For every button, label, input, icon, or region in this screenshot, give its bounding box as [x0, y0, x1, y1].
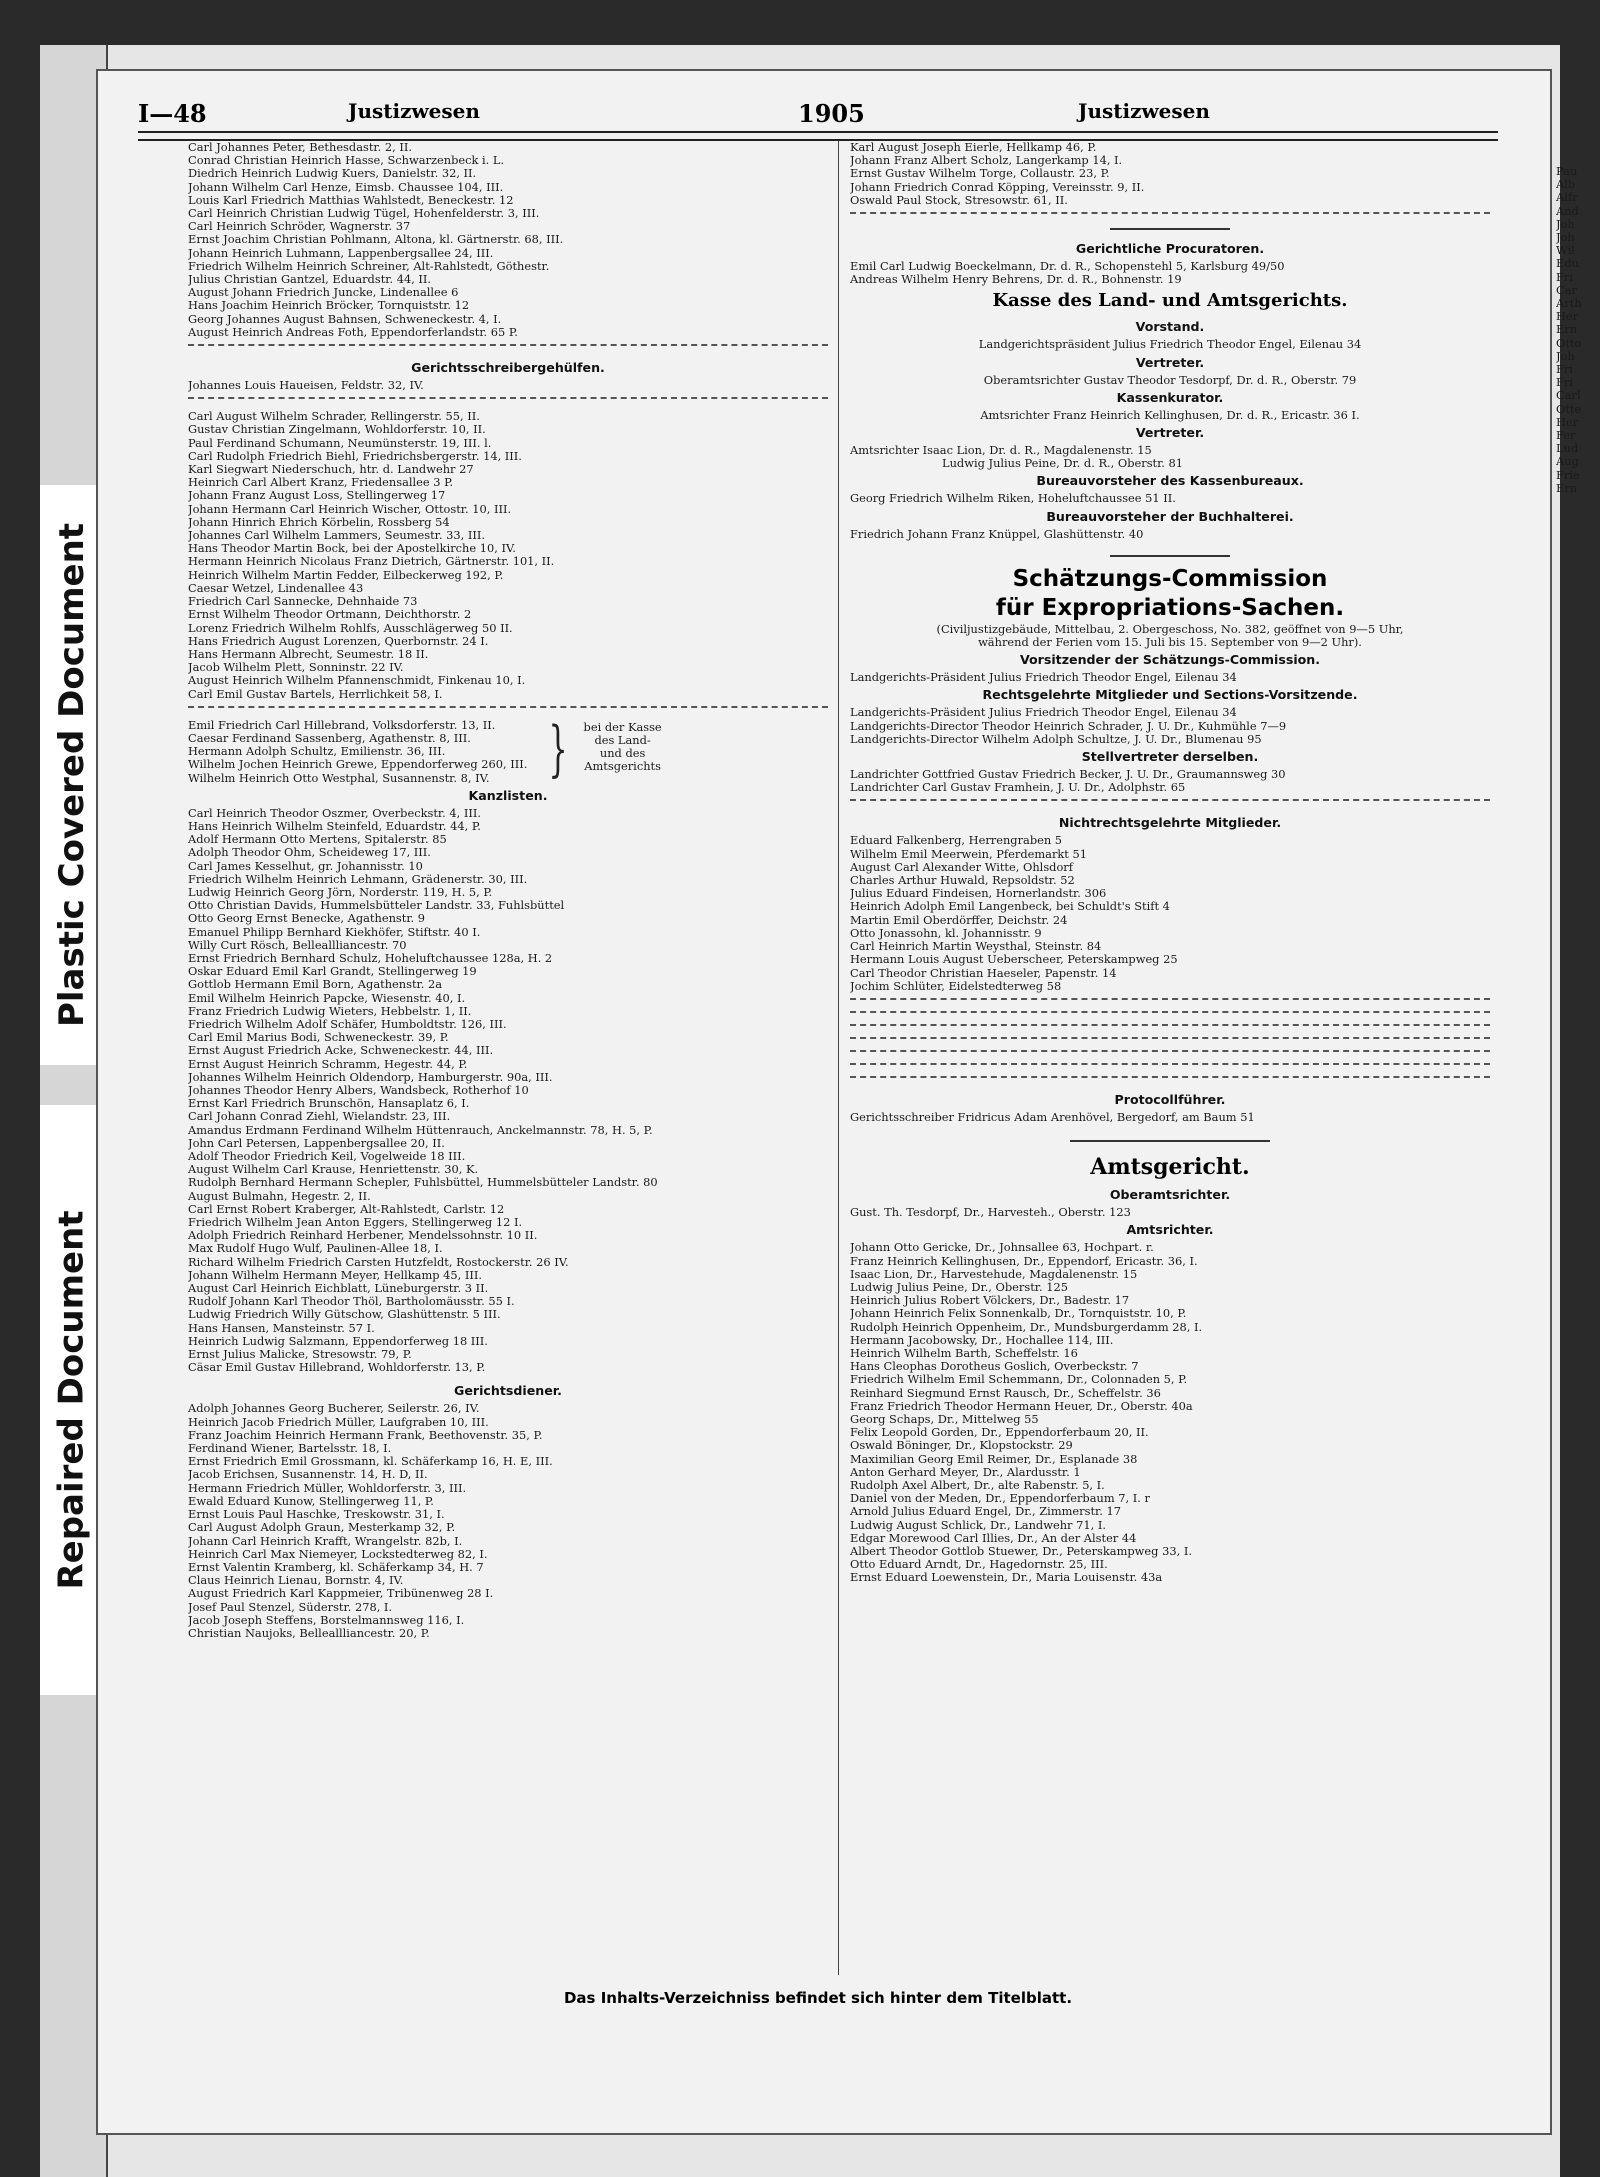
- list-item: Landgerichts-Director Wilhelm Adolph Schultze, J. U. Dr., Blumenau 95: [850, 731, 1262, 746]
- note: während der Ferien vom 15. Juli bis 15. September von 9—2 Uhr).: [978, 635, 1362, 650]
- list-item: Otto Jonassohn, kl. Johannisstr. 9: [850, 925, 1042, 940]
- list-item: Max Rudolf Hugo Wulf, Paulinen-Allee 18, I.: [188, 1241, 443, 1256]
- list-item: Amtsrichter Isaac Lion, Dr. d. R., Magdalenenstr. 15: [850, 443, 1152, 458]
- year: 1905: [798, 99, 865, 128]
- list-item: Lud: [1556, 441, 1579, 456]
- list-item: Ernst Eduard Loewenstein, Dr., Maria Louisenstr. 43a: [850, 1570, 1163, 1585]
- section-heading: Gerichtsschreibergehülfen.: [411, 360, 605, 376]
- list-item: Heinrich Wilhelm Barth, Scheffelstr. 16: [850, 1345, 1078, 1360]
- page-header: [138, 95, 1498, 128]
- note: (Civiljustizgebäude, Mittelbau, 2. Obergeschoss, No. 382, geöffnet von 9—5 Uhr,: [936, 621, 1404, 636]
- list-item: Ernst Karl Friedrich Brunschön, Hansaplatz 6, I.: [188, 1096, 470, 1111]
- list-item: Edu: [1556, 256, 1579, 271]
- dashed-divider: [850, 799, 1490, 807]
- list-item: Jochim Schlüter, Eidelstedterweg 58: [850, 978, 1062, 993]
- list-item: des Land-: [594, 732, 651, 747]
- list-item: Josef Paul Stenzel, Süderstr. 278, I.: [188, 1599, 393, 1614]
- short-rule: [1110, 555, 1230, 557]
- list-item: Carl: [1556, 388, 1581, 403]
- dashed-divider: [188, 706, 828, 714]
- list-item: Landgerichts-Präsident Julius Friedrich Theodor Engel, Eilenau 34: [850, 670, 1237, 685]
- list-item: Ludwig Heinrich Georg Jörn, Norderstr. 119, H. 5, P.: [188, 884, 493, 899]
- subsection-heading: Protocollführer.: [1114, 1091, 1226, 1107]
- subsection-heading: Bureauvorsteher der Buchhalterei.: [1046, 508, 1294, 524]
- list-item: Friedrich Carl Sannecke, Dehnhaide 73: [188, 594, 418, 609]
- adjacent-page-fragment: [1556, 165, 1596, 1605]
- list-item: Adolph Friedrich Reinhard Herbener, Mendelssohnstr. 10 II.: [188, 1228, 538, 1243]
- list-item: Fri: [1556, 362, 1573, 377]
- subsection-heading: Oberamtsrichter.: [1109, 1187, 1231, 1203]
- list-item: Joh: [1556, 216, 1575, 231]
- list-item: Jacob Erichsen, Susannenstr. 14, H. D, II.: [188, 1467, 428, 1482]
- procurators-list: [850, 260, 1490, 286]
- list-item: Franz Friedrich Theodor Hermann Heuer, Dr., Oberstr. 40a: [850, 1398, 1193, 1413]
- list-item: Georg Johannes August Bahnsen, Schweneckestr. 4, I.: [188, 311, 502, 326]
- list-item: Gerichtsschreiber Fridricus Adam Arenhövel, Bergedorf, am Baum 51: [850, 1109, 1255, 1124]
- list-item: Richard Wilhelm Friedrich Carsten Hutzfeldt, Rostockerstr. 26 IV.: [188, 1254, 569, 1269]
- list-item: Johannes Wilhelm Heinrich Oldendorp, Hamburgerstr. 90a, III.: [188, 1069, 553, 1084]
- list-item: Martin Emil Oberdörffer, Deichstr. 24: [850, 912, 1068, 927]
- list-item: And: [1556, 203, 1579, 218]
- list-item: Otto Georg Ernst Benecke, Agathenstr. 9: [188, 911, 426, 926]
- right-column: [850, 141, 1490, 1975]
- list-item: Friedrich Wilhelm Heinrich Lehmann, Grädenerstr. 30, III.: [188, 871, 528, 886]
- list-item: Diedrich Heinrich Ludwig Kuers, Danielstr. 32, II.: [188, 166, 477, 181]
- list-item: Her: [1556, 414, 1579, 429]
- list-item: Ernst Wilhelm Theodor Ortmann, Deichthorstr. 2: [188, 607, 472, 622]
- section-heading: Kanzlisten.: [468, 787, 548, 803]
- list-item: Daniel von der Meden, Dr., Eppendorferbaum 7, I. r: [850, 1491, 1150, 1506]
- list-item: Hans Cleophas Dorotheus Goslich, Overbeckstr. 7: [850, 1359, 1139, 1374]
- list-item: Cäsar Emil Gustav Hillebrand, Wohldorferstr. 13, P.: [188, 1360, 486, 1375]
- list-item: August Johann Friedrich Juncke, Lindenallee 6: [188, 285, 459, 300]
- list-item: Emil Friedrich Carl Hillebrand, Volksdorferstr. 13, II.: [188, 717, 496, 732]
- footer-note: Das Inhalts-Verzeichniss befindet sich hinter dem Titelblatt.: [563, 1989, 1073, 2007]
- list-item: Landgerichtspräsident Julius Friedrich Theodor Engel, Eilenau 34: [978, 337, 1362, 352]
- list-item: Arnold Julius Eduard Engel, Dr., Zimmerstr. 17: [850, 1504, 1121, 1519]
- list-item: und des: [599, 746, 646, 761]
- section-heading: Kasse des Land- und Amtsgerichts.: [992, 290, 1348, 312]
- list-item: Georg Schaps, Dr., Mittelweg 55: [850, 1411, 1039, 1426]
- list-item: Johann Carl Heinrich Krafft, Wrangelstr. 82b, I.: [188, 1533, 463, 1548]
- list-item: Karl Siegwart Niederschuch, htr. d. Landwehr 27: [188, 462, 474, 477]
- list-item: Heinrich Jacob Friedrich Müller, Laufgraben 10, III.: [188, 1414, 489, 1429]
- list-item: Oswald Paul Stock, Stresowstr. 61, II.: [850, 192, 1068, 207]
- column-divider: [838, 141, 839, 1975]
- list-item: Franz Heinrich Kellinghusen, Dr., Eppendorf, Ericastr. 36, I.: [850, 1253, 1198, 1268]
- list-item: Hans Joachim Heinrich Bröcker, Tornquiststr. 12: [188, 298, 470, 313]
- list-item: August Bulmahn, Hegestr. 2, II.: [188, 1188, 371, 1203]
- list-item: Friedrich Wilhelm Jean Anton Eggers, Stellingerweg 12 I.: [188, 1215, 523, 1230]
- list-item: Oskar Eduard Emil Karl Grandt, Stellingerweg 19: [188, 964, 477, 979]
- list-item: Charles Arthur Huwald, Repsoldstr. 52: [850, 873, 1075, 888]
- list-item: Carl Emil Gustav Bartels, Herrlichkeit 58, I.: [188, 686, 443, 701]
- list-item: Johann Wilhelm Carl Henze, Eimsb. Chaussee 104, III.: [188, 179, 504, 194]
- list-item: Andreas Wilhelm Henry Behrens, Dr. d. R., Bohnenstr. 19: [850, 272, 1182, 287]
- list-item: Adolph Johannes Georg Bucherer, Seilerstr. 26, IV.: [188, 1401, 480, 1416]
- list-item: Rudolf Johann Karl Theodor Thöl, Bartholomäusstr. 55 I.: [188, 1294, 515, 1309]
- list-item: Johann Franz August Loss, Stellingerweg 17: [188, 488, 446, 503]
- list-item: Carl Heinrich Schröder, Wagnerstr. 37: [188, 219, 411, 234]
- list-item: Reinhard Siegmund Ernst Rausch, Dr., Scheffelstr. 36: [850, 1385, 1161, 1400]
- list-item: Johannes Theodor Henry Albers, Wandsbeck, Rotherhof 10: [188, 1083, 529, 1097]
- court-servants-list: [188, 1402, 828, 1640]
- list-item: Ern: [1556, 322, 1578, 337]
- list-item: Johannes Carl Wilhelm Lammers, Seumestr. 33, III.: [188, 528, 485, 543]
- list-item: Alb: [1556, 177, 1576, 192]
- list-item: Landgerichts-Director Theodor Heinrich Schrader, J. U. Dr., Kuhmühle 7—9: [850, 718, 1287, 733]
- plastic-covered-label: Plastic Covered Document: [40, 485, 104, 1065]
- list-item: Carl Ernst Robert Kraberger, Alt-Rahlstedt, Carlstr. 12: [188, 1201, 505, 1216]
- list-item: Hermann Louis August Ueberscheer, Peterskampweg 25: [850, 952, 1178, 967]
- list-item: Heinrich Wilhelm Martin Fedder, Eilbeckerweg 192, P.: [188, 567, 504, 582]
- list-item: Carl Johannes Peter, Bethesdastr. 2, II.: [188, 141, 412, 154]
- list-item: Julius Eduard Findeisen, Hornerlandstr. 306: [850, 886, 1107, 901]
- list-item: Joh: [1556, 230, 1575, 245]
- list-item: Her: [1556, 309, 1579, 324]
- list-item: Otto Christian Davids, Hummelsbütteler Landstr. 33, Fuhlsbüttel: [188, 898, 565, 913]
- list-item: Hans Heinrich Wilhelm Steinfeld, Eduardstr. 44, P.: [188, 818, 481, 833]
- dashed-divider: [188, 344, 828, 352]
- list-item: Johann Hermann Carl Heinrich Wischer, Ottostr. 10, III.: [188, 501, 512, 516]
- list-item: Emil Carl Ludwig Boeckelmann, Dr. d. R., Schopenstehl 5, Karlsburg 49/50: [850, 259, 1285, 274]
- subsection-heading: Stellvertreter derselben.: [1081, 749, 1259, 765]
- list-item: Karl August Joseph Eierle, Hellkamp 46, P.: [850, 141, 1097, 154]
- commission-title: Schätzungs-Commission: [1012, 565, 1328, 592]
- short-rule: [1110, 228, 1230, 230]
- list-item: Johannes Louis Haueisen, Feldstr. 32, IV.: [188, 378, 424, 393]
- list-item: Hans Theodor Martin Bock, bei der Apostelkirche 10, IV.: [188, 541, 516, 556]
- list-item: Ludwig Friedrich Willy Gütschow, Glashüttenstr. 5 III.: [188, 1307, 501, 1322]
- list-item: Hans Hermann Albrecht, Seumestr. 18 II.: [188, 646, 429, 661]
- list-item: Georg Friedrich Wilhelm Riken, Hoheluftchaussee 51 II.: [850, 491, 1176, 506]
- running-title-left: Justizwesen: [348, 99, 480, 123]
- list-item: Amandus Erdmann Ferdinand Wilhelm Hüttenrauch, Anckelmannstr. 78, H. 5, P.: [188, 1122, 653, 1137]
- list-item: Landrichter Carl Gustav Framhein, J. U. Dr., Adolphstr. 65: [850, 780, 1186, 795]
- list-item: Ern: [1556, 480, 1578, 495]
- list-item: Alfr: [1556, 190, 1578, 205]
- repaired-document-label: Repaired Document: [40, 1105, 104, 1695]
- list-item: Ernst Julius Malicke, Stresowstr. 79, P.: [188, 1347, 412, 1362]
- list-item: Carl August Wilhelm Schrader, Rellingerstr. 55, II.: [188, 409, 480, 424]
- list-item: Louis Karl Friedrich Matthias Wahlstedt, Beneckestr. 12: [188, 192, 514, 207]
- list-item: August Carl Heinrich Eichblatt, Lüneburgerstr. 3 II.: [188, 1281, 489, 1296]
- list-item: Rudolph Heinrich Oppenheim, Dr., Mundsburgerdamm 28, I.: [850, 1319, 1203, 1334]
- list-item: Caesar Wetzel, Lindenallee 43: [188, 580, 364, 595]
- list-item: Johann Franz Albert Scholz, Langerkamp 14, I.: [850, 153, 1123, 168]
- dashed-divider: [188, 397, 828, 405]
- list-item: bei der Kasse: [583, 719, 662, 734]
- list-item: Maximilian Georg Emil Reimer, Dr., Esplanade 38: [850, 1451, 1138, 1466]
- list-item: Friedrich Wilhelm Emil Schemmann, Dr., Colonnaden 5, P.: [850, 1372, 1188, 1387]
- subsection-heading: Vertreter.: [1135, 425, 1205, 441]
- list-item: Frie: [1556, 467, 1580, 482]
- subsection-heading: Amtsrichter.: [1126, 1222, 1214, 1238]
- list-item: Arth: [1556, 296, 1582, 311]
- list-item: Carl Theodor Christian Haeseler, Papenstr. 14: [850, 965, 1117, 980]
- header-rule: [138, 131, 1498, 141]
- list-item: Friedrich Wilhelm Adolf Schäfer, Humboldtstr. 126, III.: [188, 1016, 507, 1031]
- list-item: Heinrich Carl Max Niemeyer, Lockstedterweg 82, I.: [188, 1546, 488, 1561]
- subsection-heading: Vorstand.: [1135, 319, 1205, 335]
- list-item: Fri: [1556, 269, 1573, 284]
- list-item: Emanuel Philipp Bernhard Kiekhöfer, Stiftstr. 40 I.: [188, 924, 481, 939]
- page-number: I—48: [138, 99, 207, 128]
- left-column: [188, 141, 828, 1975]
- list-item: Carl Heinrich Martin Weysthal, Steinstr. 84: [850, 939, 1102, 954]
- list-item: Ernst Friedrich Emil Grossmann, kl. Schäferkamp 16, H. E, III.: [188, 1454, 553, 1469]
- list-item: Wil: [1556, 243, 1575, 258]
- list-item: Albert Theodor Gottlob Stuewer, Dr., Peterskampweg 33, I.: [850, 1543, 1192, 1558]
- list-item: Wilhelm Jochen Heinrich Grewe, Eppendorferweg 260, III.: [188, 757, 528, 772]
- list-item: Gottlob Hermann Emil Born, Agathenstr. 2a: [188, 977, 442, 992]
- bracket-group: [188, 713, 828, 785]
- list-item: Ferdinand Wiener, Bartelsstr. 18, I.: [188, 1441, 392, 1456]
- list-item: Heinrich Adolph Emil Langenbeck, bei Schuldt's Stift 4: [850, 899, 1170, 914]
- list-item: Jacob Wilhelm Plett, Sonninstr. 22 IV.: [188, 660, 404, 675]
- list-item: Aug: [1556, 454, 1579, 469]
- list-item: Amtsrichter Franz Heinrich Kellinghusen, Dr. d. R., Ericastr. 36 I.: [980, 407, 1360, 422]
- list-item: Friedrich Wilhelm Heinrich Schreiner, Alt-Rahlstedt, Göthestr.: [188, 258, 550, 273]
- list-item: Ernst Joachim Christian Pohlmann, Altona, kl. Gärtnerstr. 68, III.: [188, 232, 564, 247]
- commission-title: für Expropriations-Sachen.: [995, 594, 1345, 621]
- list-item: Hermann Friedrich Müller, Wohldorferstr. 3, III.: [188, 1480, 467, 1495]
- list-item: Johann Heinrich Luhmann, Lappenbergsallee 24, III.: [188, 245, 494, 260]
- list-item: Ludwig Julius Peine, Dr. d. R., Oberstr. 81: [942, 456, 1184, 471]
- dashed-divider: [850, 212, 1490, 220]
- list-item: Rudolph Axel Albert, Dr., alte Rabenstr. 5, I.: [850, 1477, 1105, 1492]
- document-page: [96, 69, 1552, 2135]
- list-item: Landgerichts-Präsident Julius Friedrich Theodor Engel, Eilenau 34: [850, 705, 1237, 720]
- running-title-right: Justizwesen: [1078, 99, 1210, 123]
- scan-background: [40, 45, 1582, 2177]
- list-item: August Friedrich Karl Kappmeier, Tribünenweg 28 I.: [188, 1586, 494, 1601]
- subsection-heading: Vorsitzender der Schätzungs-Commission.: [1019, 652, 1321, 668]
- list-item: Adolf Theodor Friedrich Keil, Vogelweide 18 III.: [188, 1149, 466, 1164]
- list-item: Lorenz Friedrich Wilhelm Rohlfs, Ausschlägerweg 50 II.: [188, 620, 513, 635]
- list-item: Heinrich Carl Albert Kranz, Friedensallee 3 P.: [188, 475, 454, 490]
- section-heading: Gerichtliche Procuratoren.: [1075, 241, 1265, 257]
- list-item: Fer: [1556, 428, 1576, 443]
- list-item: Eduard Falkenberg, Herrengraben 5: [850, 833, 1063, 848]
- list-item: Amtsgerichts: [584, 759, 661, 774]
- subsection-heading: Kassenkurator.: [1116, 389, 1224, 405]
- list-continued: [188, 141, 828, 339]
- list-item: Emil Wilhelm Heinrich Papcke, Wiesenstr. 40, I.: [188, 990, 466, 1005]
- list-item: Landrichter Gottfried Gustav Friedrich Becker, J. U. Dr., Graumannsweg 30: [850, 767, 1286, 782]
- list-item: Fri: [1556, 375, 1573, 390]
- list-item: Felix Leopold Gorden, Dr., Eppendorferbaum 20, II.: [850, 1425, 1149, 1440]
- list-item: Paul Ferdinand Schumann, Neumünsterstr. 19, III. l.: [188, 435, 492, 450]
- clerks-list: [188, 807, 828, 1375]
- list-item: Ludwig August Schlick, Dr., Landwehr 71, I.: [850, 1517, 1106, 1532]
- list-item: Heinrich Ludwig Salzmann, Eppendorferweg 18 III.: [188, 1333, 488, 1348]
- list-item: Conrad Christian Heinrich Hasse, Schwarzenbeck i. L.: [188, 153, 505, 168]
- list-item: August Carl Alexander Witte, Ohlsdorf: [850, 859, 1073, 874]
- list-item: Carl Heinrich Christian Ludwig Tügel, Hohenfelderstr. 3, III.: [188, 206, 540, 221]
- section-heading: Amtsgericht.: [1090, 1154, 1250, 1181]
- list-item: Gust. Th. Tesdorpf, Dr., Harvesteh., Oberstr. 123: [850, 1205, 1131, 1220]
- list-item: Heinrich Julius Robert Völckers, Dr., Badestr. 17: [850, 1293, 1130, 1308]
- list-continued: [850, 141, 1490, 207]
- list-item: Claus Heinrich Lienau, Bornstr. 4, IV.: [188, 1573, 404, 1588]
- list-item: Carl Heinrich Theodor Oszmer, Overbeckstr. 4, III.: [188, 805, 481, 820]
- list-item: Otto Eduard Arndt, Dr., Hagedornstr. 25, III.: [850, 1557, 1108, 1572]
- list-item: Ernst Friedrich Bernhard Schulz, Hoheluftchaussee 128a, H. 2: [188, 950, 553, 965]
- list-item: Wilhelm Heinrich Otto Westphal, Susannenstr. 8, IV.: [188, 770, 490, 785]
- list-item: Rudolph Bernhard Hermann Schepler, Fuhlsbüttel, Hummelsbütteler Landstr. 80: [188, 1175, 658, 1190]
- list-item: Gustav Christian Zingelmann, Wohldorferstr. 10, II.: [188, 422, 486, 437]
- brace-glyph: }: [548, 713, 568, 784]
- list-item: Car: [1556, 282, 1577, 297]
- list-item: Hermann Heinrich Nicolaus Franz Dietrich, Gärtnerstr. 101, II.: [188, 554, 555, 569]
- list-item: Johann Heinrich Felix Sonnenkalb, Dr., Tornquiststr. 10, P.: [850, 1306, 1187, 1321]
- subsection-heading: Nichtrechtsgelehrte Mitglieder.: [1058, 815, 1282, 831]
- list-item: Adolph Theodor Ohm, Scheideweg 17, III.: [188, 845, 431, 860]
- list-item: Hans Hansen, Mansteinstr. 57 I.: [188, 1320, 375, 1335]
- list-item: Carl James Kesselhut, gr. Johannisstr. 10: [188, 858, 423, 873]
- list-item: Ernst Louis Paul Haschke, Treskowstr. 31, I.: [188, 1507, 445, 1522]
- list-item: Johann Friedrich Conrad Köpping, Vereinsstr. 9, II.: [850, 179, 1145, 194]
- bracket-note: [584, 719, 662, 785]
- list-item: Otte: [1556, 401, 1582, 416]
- clerk-assistants-list: [188, 410, 828, 700]
- list-item: Franz Joachim Heinrich Hermann Frank, Beethovenstr. 35, P.: [188, 1427, 543, 1442]
- subsection-heading: Vertreter.: [1135, 354, 1205, 370]
- list-item: Ewald Eduard Kunow, Stellingerweg 11, P.: [188, 1493, 434, 1508]
- subsection-heading: Rechtsgelehrte Mitglieder und Sections-Vorsitzende.: [982, 687, 1358, 703]
- list-item: Ernst August Heinrich Schramm, Hegestr. 44, P.: [188, 1056, 468, 1071]
- list-item: Carl August Adolph Graun, Mesterkamp 32, P.: [188, 1520, 456, 1535]
- list-item: Ernst Valentin Kramberg, kl. Schäferkamp 34, H. 7: [188, 1559, 484, 1574]
- subsection-heading: Bureauvorsteher des Kassenbureaux.: [1036, 473, 1304, 489]
- list-item: Hermann Adolph Schultz, Emilienstr. 36, III.: [188, 744, 446, 759]
- list-item: Joh: [1556, 348, 1575, 363]
- list-item: Edgar Morewood Carl Illies, Dr., An der Alster 44: [850, 1530, 1137, 1545]
- list-item: August Heinrich Wilhelm Pfannenschmidt, Finkenau 10, I.: [188, 673, 526, 688]
- list-item: Christian Naujoks, Belleallliancestr. 20, P.: [188, 1625, 430, 1640]
- section-heading: Gerichtsdiener.: [454, 1383, 562, 1399]
- list-item: Hans Friedrich August Lorenzen, Querbornstr. 24 I.: [188, 633, 489, 648]
- list-item: Carl Johann Conrad Ziehl, Wielandstr. 23, III.: [188, 1109, 451, 1124]
- bracket-names: [188, 719, 527, 785]
- list-item: August Heinrich Andreas Foth, Eppendorferlandstr. 65 P.: [188, 324, 518, 339]
- list-item: Johann Hinrich Ehrich Körbelin, Rossberg 54: [188, 514, 450, 529]
- list-item: Wilhelm Emil Meerwein, Pferdemarkt 51: [850, 846, 1087, 861]
- list-item: Caesar Ferdinand Sassenberg, Agathenstr. 8, III.: [188, 730, 471, 745]
- list-item: Adolf Hermann Otto Mertens, Spitalerstr. 85: [188, 832, 447, 847]
- list-item: Julius Christian Gantzel, Eduardstr. 44, II.: [188, 272, 432, 287]
- list-item: Oswald Böninger, Dr., Klopstockstr. 29: [850, 1438, 1073, 1453]
- list-item: Isaac Lion, Dr., Harvestehude, Magdalenenstr. 15: [850, 1266, 1138, 1281]
- list-item: Otto: [1556, 335, 1582, 350]
- short-rule: [1070, 1140, 1270, 1142]
- list-item: Pau: [1556, 165, 1578, 178]
- list-item: Ernst August Friedrich Acke, Schweneckestr. 44, III.: [188, 1043, 494, 1058]
- list-item: Johann Otto Gericke, Dr., Johnsallee 63, Hochpart. r.: [850, 1240, 1154, 1255]
- list-item: Carl Rudolph Friedrich Biehl, Friedrichsbergerstr. 14, III.: [188, 448, 522, 463]
- list-item: Ludwig Julius Peine, Dr., Oberstr. 125: [850, 1279, 1068, 1294]
- list-item: Johann Wilhelm Hermann Meyer, Hellkamp 45, III.: [188, 1267, 483, 1282]
- list-item: Hermann Jacobowsky, Dr., Hochallee 114, III.: [850, 1332, 1114, 1347]
- list-item: Friedrich Johann Franz Knüppel, Glashüttenstr. 40: [850, 526, 1144, 541]
- list-item: John Carl Petersen, Lappenbergsallee 20, II.: [188, 1135, 445, 1150]
- list-item: Ernst Gustav Wilhelm Torge, Collaustr. 23, P.: [850, 166, 1110, 181]
- list-item: Carl Emil Marius Bodi, Schweneckestr. 39, P.: [188, 1030, 449, 1045]
- list-item: Willy Curt Rösch, Belleallliancestr. 70: [188, 937, 407, 952]
- list-item: August Wilhelm Carl Krause, Henriettenstr. 30, K.: [188, 1162, 479, 1177]
- list-item: Jacob Joseph Steffens, Borstelmannsweg 116, I.: [188, 1612, 465, 1627]
- list-item: Franz Friedrich Ludwig Wieters, Hebbelstr. 1, II.: [188, 1003, 472, 1018]
- list-item: Anton Gerhard Meyer, Dr., Alardusstr. 1: [850, 1464, 1081, 1479]
- list-item: Oberamtsrichter Gustav Theodor Tesdorpf, Dr. d. R., Oberstr. 79: [983, 372, 1357, 387]
